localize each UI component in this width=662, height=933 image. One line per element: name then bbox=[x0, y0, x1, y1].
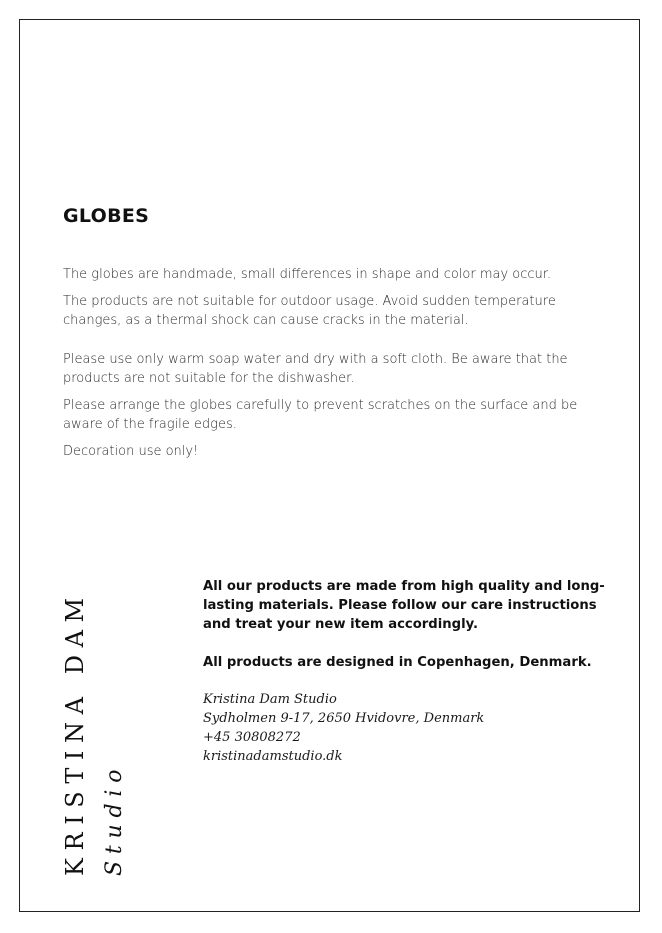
brand-name: KRISTINA DAM bbox=[61, 590, 89, 876]
company-phone: +45 30808272 bbox=[203, 730, 301, 745]
care-paragraph: Please arrange the globes carefully to prevent scratches on the surface and be aware of the fragile edges. bbox=[63, 398, 578, 432]
care-paragraph: Decoration use only! bbox=[63, 444, 199, 459]
design-statement: All products are designed in Copenhagen, Denmark. bbox=[203, 655, 592, 670]
page-title: GLOBES bbox=[63, 205, 150, 227]
company-name: Kristina Dam Studio bbox=[203, 692, 337, 707]
brand-subtitle: Studio bbox=[102, 762, 127, 876]
care-paragraph: The globes are handmade, small differences in shape and color may occur. bbox=[63, 267, 552, 282]
company-info bbox=[203, 577, 623, 766]
brand-logo bbox=[58, 580, 138, 876]
contact-block bbox=[203, 690, 623, 766]
care-paragraph: Please use only warm soap water and dry with a soft cloth. Be aware that the products are not suitable for the dishwasher. bbox=[63, 352, 568, 386]
care-instructions bbox=[63, 265, 603, 469]
company-website: kristinadamstudio.dk bbox=[203, 749, 343, 764]
company-address: Sydholmen 9-17, 2650 Hvidovre, Denmark bbox=[203, 711, 485, 726]
quality-statement: All our products are made from high quality and long-lasting materials. Please follow our care instructions and treat your new item accordingly. bbox=[203, 579, 605, 632]
care-paragraph: The products are not suitable for outdoor usage. Avoid sudden temperature changes, as a thermal shock can cause cracks in the material. bbox=[63, 294, 556, 328]
